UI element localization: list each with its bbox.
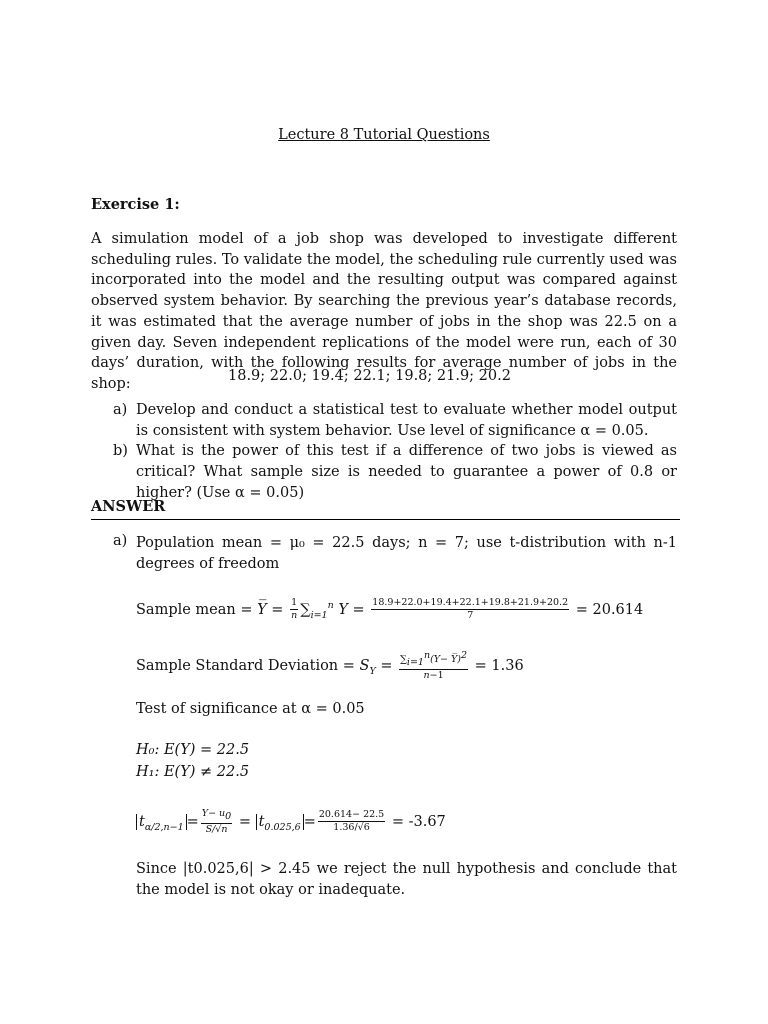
- t-critical-symbol: $t_{\alpha/2,n-1}$: [136, 814, 187, 830]
- conclusion-text: Since |t0.025,6| > 2.45 we reject the null hypothesis and conclude that the model is not okay or inadequate.: [136, 861, 677, 898]
- s-y-symbol: $S_Y$: [359, 658, 376, 677]
- intro-paragraph: A simulation model of a job shop was developed to investigate different scheduling rules. To validate the model, the scheduling rule currently used was incorporated into the model and the resulting output was compared against observed system behavior. By searching the previous year’s database records, it was estimated that the average number of jobs in the shop was 22.5 on a given day. Seven independent replications of the model were run, each of 30 days’ duration, with the following results for average number of jobs in the shop:: [91, 231, 677, 392]
- hypothesis-h1: H₁: E(Y) ≠ 22.5: [136, 764, 250, 780]
- question-list: [91, 400, 677, 504]
- one-over-n-fraction: $\frac{1}{n}$: [291, 597, 298, 622]
- population-text: Population mean = μ₀ = 22.5 days; n = 7; use t-distribution with n-1 degrees of freedom: [136, 535, 677, 572]
- sd-prefix: Sample Standard Deviation =: [136, 658, 360, 675]
- t-value-symbol: $t_{0.025,6}$: [256, 814, 304, 830]
- t-numerator: 20.614− 22.5: [318, 809, 385, 821]
- test-text: Test of significance at α = 0.05: [136, 701, 365, 717]
- sample-sd-line: Sample Standard Deviation = $S_Y$ = $\frac{\sum_{i=1}^n(Y- Y̅)^2}{n-1}$ = 1.36: [136, 650, 524, 682]
- question-item: [91, 400, 677, 441]
- question-label: b): [113, 443, 128, 460]
- question-label: a): [113, 402, 128, 418]
- sample-mean-result: = 20.614: [575, 601, 644, 618]
- exercise-heading: Exercise 1:: [91, 196, 180, 213]
- data-values: 18.9; 22.0; 19.4; 22.1; 19.8; 21.9; 20.2: [228, 368, 511, 384]
- sample-mean-prefix: Sample mean =: [136, 601, 258, 618]
- t-statistic-line: $t_{\alpha/2,n-1}$ = $\frac{Y- u_0}{S/√n}$ = $t_{0.025,6}$ = $\frac{20.614- 22.5}{1.36/√6}$ = -3.67: [136, 808, 446, 838]
- page-title: Lecture 8 Tutorial Questions: [278, 127, 490, 143]
- question-text: Develop and conduct a statistical test to evaluate whether model output is consistent with system behavior. Use level of significance α = 0.05.: [136, 402, 677, 439]
- hypothesis-h0: H₀: E(Y) = 22.5: [136, 742, 250, 758]
- y-bar-symbol: Y̅: [257, 601, 267, 618]
- answer-label: a): [113, 533, 128, 549]
- t-result: = -3.67: [391, 813, 446, 830]
- sample-mean-numerator: 18.9+22.0+19.4+22.1+19.8+21.9+20.2: [372, 597, 569, 609]
- sample-mean-fraction: [371, 597, 569, 622]
- question-item: [91, 441, 677, 503]
- sample-mean-line: Sample mean = Y̅ = $\frac{1}{n}$ $\sum_{i=1}^n$ Y = $\frac{18.9+22.0+19.4+22.1+19.8+21.9+20.2}{7}$ = 20.614: [136, 597, 644, 622]
- t-formula-fraction: $\frac{Y- u_0}{S/√n}$: [201, 808, 232, 835]
- t-denominator: 1.36/√6: [333, 822, 370, 834]
- sample-mean-denominator: 7: [467, 610, 474, 622]
- answer-divider: [91, 519, 680, 520]
- question-text: What is the power of this test if a difference of two jobs is viewed as critical? What sample size is needed to guarantee a power of 0.8 or higher? (Use α = 0.05): [136, 443, 677, 501]
- answer-heading: ANSWER: [91, 498, 166, 515]
- sd-result: = 1.36: [474, 658, 524, 675]
- sd-fraction: $\frac{\sum_{i=1}^n(Y- Y̅)^2}{n-1}$: [400, 650, 468, 682]
- t-value-fraction: [318, 809, 385, 834]
